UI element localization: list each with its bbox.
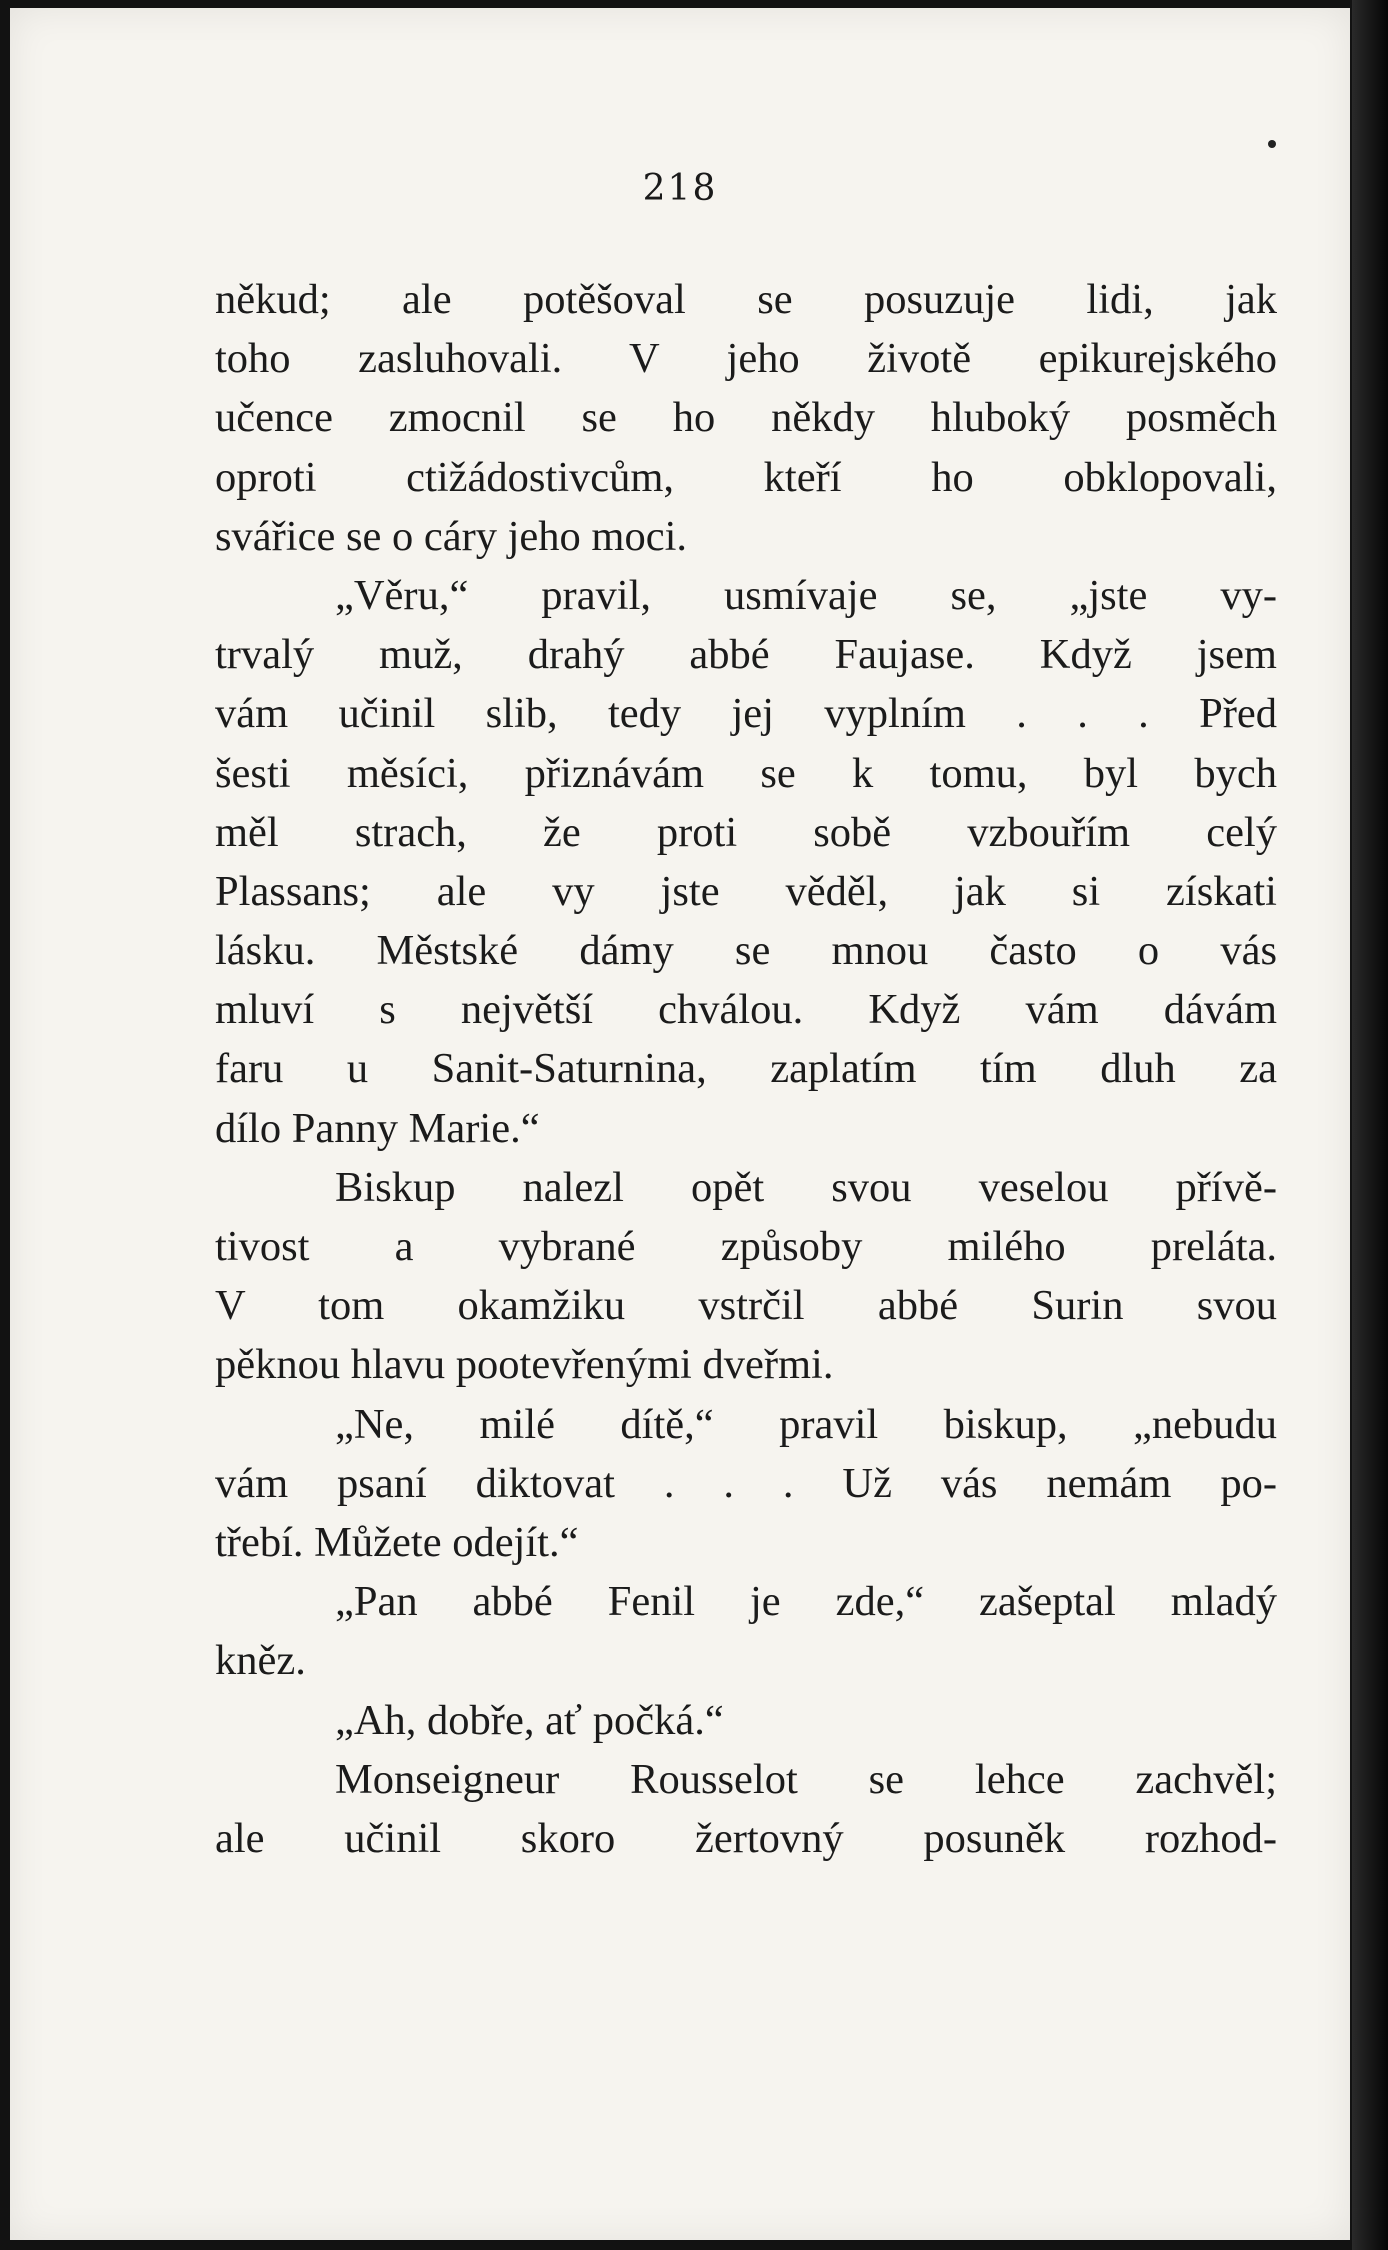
- text-line: vám učinil slib, tedy jej vyplním . . . Před: [215, 690, 1277, 738]
- text-line: Plassans; ale vy jste věděl, jak si získati: [215, 867, 1277, 915]
- text-line: vám psaní diktovat . . . Už vás nemám po-: [215, 1459, 1277, 1507]
- text-line: ale učinil skoro žertovný posuněk rozhod-: [215, 1814, 1277, 1862]
- scan-edge-shadow: [1352, 0, 1388, 2250]
- text-line: Biskup nalezl opět svou veselou přívě-: [335, 1163, 1277, 1211]
- text-line: pěknou hlavu pootevřenými dveřmi.: [215, 1341, 834, 1389]
- page-number: 218: [642, 168, 718, 209]
- text-line: učence zmocnil se ho někdy hluboký posměch: [215, 394, 1277, 442]
- body-text: [215, 270, 1277, 1868]
- text-line: lásku. Městské dámy se mnou často o vás: [215, 927, 1277, 975]
- text-line: „Ne, milé dítě,“ pravil biskup, „nebudu: [335, 1400, 1277, 1448]
- text-line: trvalý muž, drahý abbé Faujase. Když jsem: [215, 631, 1277, 679]
- text-line: kněz.: [215, 1637, 306, 1685]
- text-line: toho zasluhovali. V jeho životě epikurejského: [215, 335, 1277, 383]
- text-line: svářice se o cáry jeho moci.: [215, 512, 688, 560]
- text-line: dílo Panny Marie.“: [215, 1104, 540, 1152]
- text-line: „Pan abbé Fenil je zde,“ zašeptal mladý: [335, 1578, 1277, 1626]
- text-line: „Věru,“ pravil, usmívaje se, „jste vy-: [335, 571, 1277, 619]
- text-line: třebí. Můžete odejít.“: [215, 1518, 579, 1566]
- text-line: V tom okamžiku vstrčil abbé Surin svou: [215, 1282, 1277, 1330]
- text-line: oproti ctižádostivcům, kteří ho obklopovali,: [215, 453, 1277, 501]
- text-line: šesti měsíci, přiznávám se k tomu, byl bych: [215, 749, 1277, 797]
- book-page: [10, 8, 1350, 2240]
- text-line: tivost a vybrané způsoby milého preláta.: [215, 1223, 1277, 1270]
- text-line: Monseigneur Rousselot se lehce zachvěl;: [335, 1755, 1277, 1803]
- text-line: někud; ale potěšoval se posuzuje lidi, jak: [215, 276, 1277, 323]
- speck: [1268, 140, 1276, 148]
- text-line: měl strach, že proti sobě vzbouřím celý: [215, 808, 1277, 856]
- text-line: mluví s největší chválou. Když vám dávám: [215, 986, 1277, 1034]
- text-line: „Ah, dobře, ať počká.“: [335, 1696, 724, 1744]
- text-line: faru u Sanit-Saturnina, zaplatím tím dluh za: [215, 1045, 1277, 1093]
